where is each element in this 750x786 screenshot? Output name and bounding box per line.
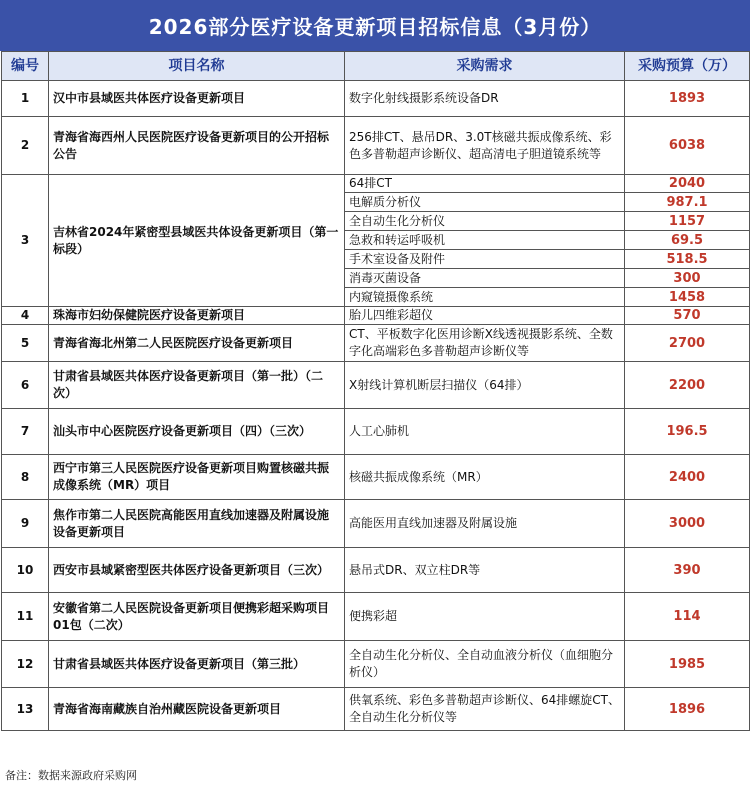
budget-cell: 2040 (625, 175, 750, 193)
bidding-table-container (0, 51, 750, 731)
budget-cell: 1985 (625, 641, 750, 688)
requirement-cell: 手术室设备及附件 (345, 250, 625, 269)
requirement-cell: X射线计算机断层扫描仪（64排） (345, 362, 625, 409)
project-name-cell: 吉林省2024年紧密型县域医共体设备更新项目（第一标段） (49, 175, 345, 307)
project-name-cell: 珠海市妇幼保健院医疗设备更新项目 (49, 307, 345, 325)
requirement-cell: 全自动生化分析仪 (345, 212, 625, 231)
row-number: 10 (2, 548, 49, 593)
requirement-cell: 消毒灭菌设备 (345, 269, 625, 288)
table-row (2, 593, 750, 641)
header-budget: 采购预算（万） (625, 52, 750, 81)
table-header-row (2, 52, 750, 81)
project-name-cell: 西宁市第三人民医院医疗设备更新项目购置核磁共振成像系统（MR）项目 (49, 455, 345, 500)
requirement-cell: 数字化射线摄影系统设备DR (345, 81, 625, 117)
row-number: 6 (2, 362, 49, 409)
budget-cell: 114 (625, 593, 750, 641)
requirement-cell: 胎儿四维彩超仪 (345, 307, 625, 325)
project-name-cell: 甘肃省县域医共体医疗设备更新项目（第一批）（二次） (49, 362, 345, 409)
budget-cell: 2400 (625, 455, 750, 500)
budget-cell: 1893 (625, 81, 750, 117)
table-row (2, 500, 750, 548)
project-name-cell: 安徽省第二人民医院设备更新项目便携彩超采购项目01包（二次） (49, 593, 345, 641)
header-no: 编号 (2, 52, 49, 81)
table-row (2, 307, 750, 325)
table-row (2, 117, 750, 175)
budget-cell: 390 (625, 548, 750, 593)
table-row (2, 175, 750, 193)
row-number: 9 (2, 500, 49, 548)
requirement-cell: 供氧系统、彩色多普勒超声诊断仪、64排螺旋CT、全自动生化分析仪等 (345, 688, 625, 731)
budget-cell: 1458 (625, 288, 750, 307)
table-row (2, 409, 750, 455)
project-name-cell: 西安市县域紧密型医共体医疗设备更新项目（三次） (49, 548, 345, 593)
table-row (2, 81, 750, 117)
budget-cell: 987.1 (625, 193, 750, 212)
project-name-cell: 青海省海南藏族自治州藏医院设备更新项目 (49, 688, 345, 731)
table-row (2, 641, 750, 688)
row-number: 3 (2, 175, 49, 307)
budget-cell: 518.5 (625, 250, 750, 269)
project-name-cell: 甘肃省县域医共体医疗设备更新项目（第三批） (49, 641, 345, 688)
requirement-cell: 全自动生化分析仪、全自动血液分析仪（血细胞分析仪） (345, 641, 625, 688)
requirement-cell: 高能医用直线加速器及附属设施 (345, 500, 625, 548)
requirement-cell: 便携彩超 (345, 593, 625, 641)
requirement-cell: 核磁共振成像系统（MR） (345, 455, 625, 500)
budget-cell: 6038 (625, 117, 750, 175)
budget-cell: 570 (625, 307, 750, 325)
row-number: 12 (2, 641, 49, 688)
project-name-cell: 焦作市第二人民医院高能医用直线加速器及附属设施设备更新项目 (49, 500, 345, 548)
requirement-cell: 悬吊式DR、双立柱DR等 (345, 548, 625, 593)
data-source-note: 备注：数据来源政府采购网 (5, 769, 137, 782)
row-number: 11 (2, 593, 49, 641)
row-number: 5 (2, 325, 49, 362)
requirement-cell: 256排CT、悬吊DR、3.0T核磁共振成像系统、彩色多普勒超声诊断仪、超高清电子胆道镜系统等 (345, 117, 625, 175)
budget-cell: 300 (625, 269, 750, 288)
project-name-cell: 青海省海北州第二人民医院医疗设备更新项目 (49, 325, 345, 362)
requirement-cell: 人工心肺机 (345, 409, 625, 455)
row-number: 2 (2, 117, 49, 175)
row-number: 13 (2, 688, 49, 731)
budget-cell: 69.5 (625, 231, 750, 250)
row-number: 1 (2, 81, 49, 117)
requirement-cell: 64排CT (345, 175, 625, 193)
table-row (2, 455, 750, 500)
budget-cell: 1157 (625, 212, 750, 231)
project-name-cell: 汕头市中心医院医疗设备更新项目（四）（三次） (49, 409, 345, 455)
table-row (2, 362, 750, 409)
budget-cell: 2200 (625, 362, 750, 409)
budget-cell: 3000 (625, 500, 750, 548)
requirement-cell: 电解质分析仪 (345, 193, 625, 212)
requirement-cell: 急救和转运呼吸机 (345, 231, 625, 250)
project-name-cell: 汉中市县域医共体医疗设备更新项目 (49, 81, 345, 117)
header-requirement: 采购需求 (345, 52, 625, 81)
header-project-name: 项目名称 (49, 52, 345, 81)
table-row (2, 548, 750, 593)
table-body (2, 81, 750, 731)
budget-cell: 1896 (625, 688, 750, 731)
table-row (2, 325, 750, 362)
row-number: 4 (2, 307, 49, 325)
budget-cell: 2700 (625, 325, 750, 362)
row-number: 8 (2, 455, 49, 500)
bidding-table (1, 51, 750, 731)
requirement-cell: CT、平板数字化医用诊断X线透视摄影系统、全数字化高端彩色多普勒超声诊断仪等 (345, 325, 625, 362)
page-title: 2026部分医疗设备更新项目招标信息（3月份） (0, 0, 750, 51)
project-name-cell: 青海省海西州人民医院医疗设备更新项目的公开招标公告 (49, 117, 345, 175)
row-number: 7 (2, 409, 49, 455)
requirement-cell: 内窥镜摄像系统 (345, 288, 625, 307)
budget-cell: 196.5 (625, 409, 750, 455)
table-row (2, 688, 750, 731)
